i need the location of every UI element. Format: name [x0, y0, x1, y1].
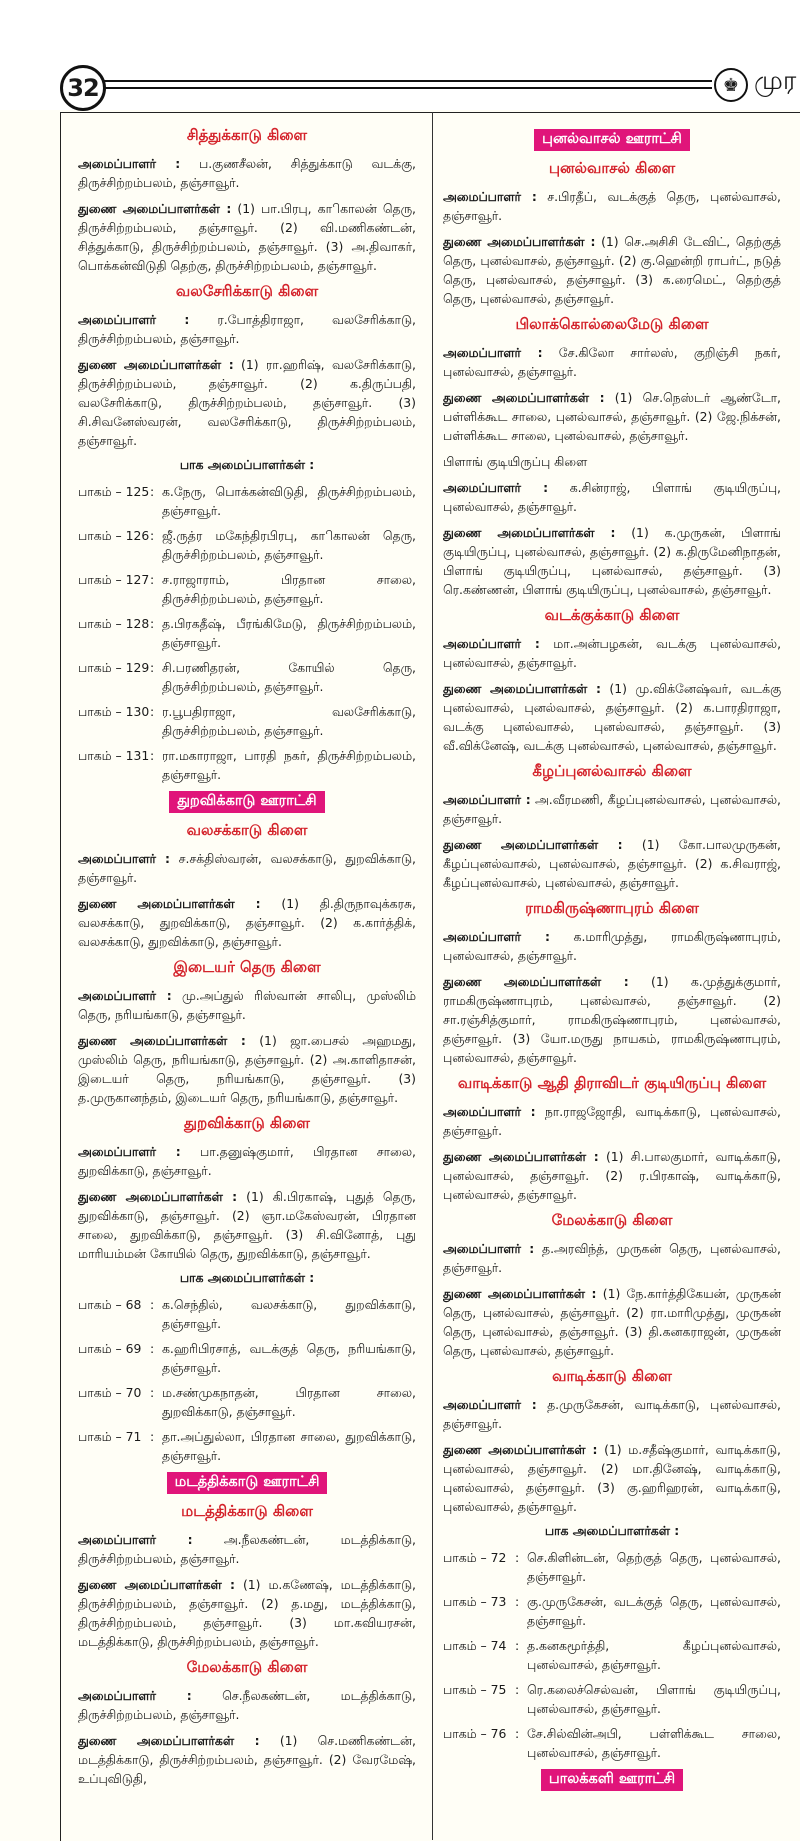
member-entry — [78, 1187, 416, 1263]
member-entry — [443, 232, 781, 308]
role-label: அமைப்பாளர் : — [443, 189, 537, 204]
booth-row — [78, 1295, 416, 1333]
role-label: அமைப்பாளர் : — [443, 345, 543, 360]
member-entry — [78, 1142, 416, 1180]
booth-row — [78, 1383, 416, 1421]
member-details: மு.அப்துல் ரிஸ்வான் சாலிபு, முஸ்லிம் தெரு, நரியங்காடு, தஞ்சாவூர். — [78, 988, 416, 1022]
member-entry — [443, 1147, 781, 1204]
member-details: (1) செ.மணிகண்டன், மடத்திக்காடு, திருச்சிற்றம்பலம், தஞ்சாவூர். (2) வேரமேஷ், உப்புவிடுதி, — [78, 1733, 416, 1786]
branch-heading: வலசக்காடு கிளை — [186, 821, 308, 839]
member-details: க.மாரிமுத்து, ராமகிருஷ்ணாபுரம், புனல்வாசல், தஞ்சாவூர். — [443, 929, 781, 963]
member-entry — [443, 790, 781, 828]
branch-heading: துறவிக்காடு கிளை — [184, 1114, 310, 1132]
role-label: அமைப்பாளர் : — [78, 312, 190, 327]
publication-name: முர — [754, 66, 797, 96]
member-details: ப.குணசீலன், சித்துக்காடு வடக்கு, திருச்சிற்றம்பலம், தஞ்சாவூர். — [78, 156, 416, 190]
role-label: துணை அமைப்பாளர்கள் : — [443, 974, 629, 989]
booth-row — [78, 570, 416, 608]
left-column — [78, 126, 416, 1836]
booth-row — [78, 1339, 416, 1377]
member-details: (1) மு.விக்னேஷ்வர், வடக்கு புனல்வாசல், புனல்வாசல், தஞ்சாவூர். (2) க.பாரதிராஜா, வடக்கு புனல்வாசல், புனல்வாசல், தஞ்சாவூர். (3) வீ.விக்னேஷ், வடக்கு புனல்வாசல், புனல்வாசல், தஞ்சாவூர். — [443, 681, 781, 753]
branch-heading: வலசேரிக்காடு கிளை — [175, 282, 319, 300]
role-label: அமைப்பாளர் : — [443, 480, 549, 495]
panchayat-banner-label: பாலக்களி ஊராட்சி — [541, 1769, 683, 1791]
role-label: அமைப்பாளர் : — [78, 851, 170, 866]
booth-separator: : — [515, 1550, 520, 1565]
booth-organizer: சி.பரணிதரன், கோயில் தெரு, திருச்சிற்றம்பலம், தஞ்சாவூர். — [162, 660, 416, 694]
member-details: சே.கிலோ சார்லஸ், குறிஞ்சி நகர், புனல்வாசல், தஞ்சாவூர். — [443, 345, 781, 379]
booth-separator: : — [515, 1726, 520, 1741]
branch-heading: மேலக்காடு கிளை — [186, 1658, 308, 1676]
role-label: அமைப்பாளர் : — [78, 1144, 181, 1159]
role-label: துணை அமைப்பாளர்கள் : — [443, 681, 601, 696]
role-label: அமைப்பாளர் : — [443, 1397, 537, 1412]
booth-organizer: ர.பூபதிராஜா, வலசேரிக்காடு, திருச்சிற்றம்பலம், தஞ்சாவூர். — [162, 704, 416, 738]
role-label: துணை அமைப்பாளர்கள் : — [78, 896, 261, 911]
member-details: (1) தி.திருநாவுக்கரசு, வலசக்காடு, துறவிக்காடு, தஞ்சாவூர். (2) க.கார்த்திக், வலசக்காடு, துறவிக்காடு, தஞ்சாவூர். — [78, 896, 416, 949]
booth-separator: : — [150, 528, 155, 543]
booth-number: பாகம் – 70 — [78, 1385, 142, 1400]
member-entry — [443, 1284, 781, 1360]
branch-heading: பிலாக்கொல்லைமேடு கிளை — [515, 315, 709, 333]
role-label: துணை அமைப்பாளர்கள் : — [78, 201, 232, 216]
member-details: ர.போத்திராஜா, வலசேரிக்காடு, திருச்சிற்றம்பலம், தஞ்சாவூர். — [78, 312, 416, 346]
member-entry — [78, 986, 416, 1024]
member-entry — [443, 1102, 781, 1140]
booth-separator: : — [150, 616, 155, 631]
booth-separator: : — [515, 1594, 520, 1609]
member-details: த.முருகேசன், வாடிக்காடு, புனல்வாசல், தஞ்சாவூர். — [443, 1397, 781, 1431]
member-entry — [443, 523, 781, 599]
member-details: (1) செ.அசிசி டேவிட், தெற்குத் தெரு, புனல்வாசல், தஞ்சாவூர். (2) கு.ஹென்றி ராபர்ட், நடுத் தெரு, புனல்வாசல், தஞ்சாவூர். (3) க.ரைமெட், தெற்குத் தெரு, புனல்வாசல், தஞ்சாவூர். — [443, 234, 781, 306]
role-label: துணை அமைப்பாளர்கள் : — [443, 837, 623, 852]
member-entry — [78, 154, 416, 192]
booth-organizer: தா.அப்துல்லா, பிரதான சாலை, துறவிக்காடு, தஞ்சாவூர். — [162, 1429, 416, 1463]
member-details: (1) ஜா.பைசல் அஹமது, முஸ்லிம் தெரு, நரியங்காடு, தஞ்சாவூர். (2) அ.காளிதாசன், இடையர் தெரு, நரியங்காடு, தஞ்சாவூர். (3) த.முருகானந்தம், இடையர் தெரு, நரியங்காடு, தஞ்சாவூர். — [78, 1033, 416, 1105]
booth-separator: : — [150, 484, 155, 499]
booth-number: பாகம் – 128 — [78, 616, 150, 631]
booth-separator: : — [150, 1385, 155, 1400]
booth-number: பாகம் – 127 — [78, 572, 150, 587]
member-entry — [443, 343, 781, 381]
role-label: துணை அமைப்பாளர்கள் : — [78, 1733, 260, 1748]
member-entry — [78, 1731, 416, 1788]
booth-row — [78, 526, 416, 564]
member-entry — [443, 1440, 781, 1516]
booth-number: பாகம் – 125 — [78, 484, 150, 499]
role-label: துணை அமைப்பாளர்கள் : — [78, 1033, 246, 1048]
booth-organizer: க.செந்தில், வலசக்காடு, துறவிக்காடு, தஞ்சாவூர். — [162, 1297, 416, 1331]
member-entry — [443, 1239, 781, 1277]
booth-organizer: கு.முருகேசன், வடக்குத் தெரு, புனல்வாசல், தஞ்சாவூர். — [527, 1594, 781, 1628]
member-details: ச.பிரதீப், வடக்குத் தெரு, புனல்வாசல், தஞ்சாவூர். — [443, 189, 781, 223]
branch-heading: கீழப்புனல்வாசல் கிளை — [532, 762, 692, 780]
member-entry — [78, 894, 416, 951]
booth-organizer: ஜீ.ருத்ர மகேந்திரபிரபு, காிகாலன் தெரு, திருச்சிற்றம்பலம், தஞ்சாவூர். — [162, 528, 416, 562]
booth-separator: : — [150, 1297, 155, 1312]
booth-row — [443, 1636, 781, 1674]
booth-row — [443, 1724, 781, 1762]
member-entry — [78, 310, 416, 348]
booth-separator: : — [150, 704, 155, 719]
booth-number: பாகம் – 71 — [78, 1429, 142, 1444]
panchayat-banner-label: மடத்திக்காடு ஊராட்சி — [167, 1472, 328, 1494]
member-entry — [78, 1575, 416, 1651]
member-details: க.சின்ராஜ், பிளாங் குடியிருப்பு, புனல்வாசல், தஞ்சாவூர். — [443, 480, 781, 514]
booth-number: பாகம் – 131 — [78, 748, 150, 763]
member-entry — [443, 927, 781, 965]
booth-row — [78, 482, 416, 520]
role-label: துணை அமைப்பாளர்கள் : — [78, 357, 234, 372]
booth-separator: : — [150, 1341, 155, 1356]
member-details: (1) செ.நெஸ்டர் ஆண்டோ, பள்ளிக்கூட சாலை, புனல்வாசல், தஞ்சாவூர். (2) ஜே.நிக்சன், பள்ளிக்கூட சாலை, புனல்வாசல், தஞ்சாவூர். — [443, 390, 781, 443]
member-details: (1) ம.சதீஷ்குமார், வாடிக்காடு, புனல்வாசல், தஞ்சாவூர். (2) மா.தினேஷ், வாடிக்காடு, புனல்வாசல், தஞ்சாவூர். (3) கு.ஹரிஹரன், வாடிக்காடு, புனல்வாசல், தஞ்சாவூர். — [443, 1442, 781, 1514]
booth-number: பாகம் – 126 — [78, 528, 150, 543]
panchayat-banner-label: புனல்வாசல் ஊராட்சி — [534, 129, 690, 151]
branch-heading: மடத்திக்காடு கிளை — [181, 1502, 313, 1520]
member-entry — [443, 187, 781, 225]
member-entry — [78, 1530, 416, 1568]
member-details: (1) ம.கணேஷ், மடத்திக்காடு, திருச்சிற்றம்பலம், தஞ்சாவூர். (2) த.மது, மடத்திக்காடு, திருச்சிற்றம்பலம், தஞ்சாவூர். (3) மா.கவியரசன், மடத்திக்காடு, திருச்சிற்றம்பலம், தஞ்சாவூர். — [78, 1577, 416, 1649]
booth-number: பாகம் – 68 — [78, 1297, 142, 1312]
member-entry — [78, 355, 416, 450]
booth-organizer: ச.ராஜாராம், பிரதான சாலை, திருச்சிற்றம்பலம், தஞ்சாவூர். — [162, 572, 416, 606]
member-details: நா.ராஜஜோதி, வாடிக்காடு, புனல்வாசல், தஞ்சாவூர். — [443, 1104, 781, 1138]
booth-organizer: ம.சண்முகநாதன், பிரதான சாலை, துறவிக்காடு, தஞ்சாவூர். — [162, 1385, 416, 1419]
section-heading: பாக அமைப்பாளர்கள் : — [544, 1523, 680, 1538]
member-entry — [78, 849, 416, 887]
member-details: ச.சக்திஸ்வரன், வலசக்காடு, துறவிக்காடு, தஞ்சாவூர். — [78, 851, 416, 885]
member-entry — [443, 478, 781, 516]
column-divider — [432, 112, 433, 1840]
booth-separator: : — [515, 1638, 520, 1653]
role-label: அமைப்பாளர் : — [78, 156, 181, 171]
member-details: செ.நீலகண்டன், மடத்திக்காடு, திருச்சிற்றம்பலம், தஞ்சாவூர். — [78, 1688, 416, 1722]
member-entry — [443, 679, 781, 755]
booth-organizer: ரெ.கலைச்செல்வன், பிளாங் குடியிருப்பு, புனல்வாசல், தஞ்சாவூர். — [527, 1682, 781, 1716]
booth-row — [443, 1592, 781, 1630]
role-label: துணை அமைப்பாளர்கள் : — [443, 1442, 598, 1457]
member-details: பா.தனுஷ்குமார், பிரதான சாலை, துறவிக்காடு, தஞ்சாவூர். — [78, 1144, 416, 1178]
member-details: (1) நே.கார்த்திகேயன், முருகன் தெரு, புனல்வாசல், தஞ்சாவூர். (2) ரா.மாரிமுத்து, முருகன் தெரு, புனல்வாசல், தஞ்சாவூர். (3) தி.கனகராஜன், முருகன் தெரு, புனல்வாசல், தஞ்சாவூர். — [443, 1286, 781, 1358]
member-entry — [78, 1686, 416, 1724]
member-entry — [78, 1031, 416, 1107]
member-details: (1) கி.பிரகாஷ், புதுத் தெரு, துறவிக்காடு, தஞ்சாவூர். (2) ஞா.மகேஸ்வரன், பிரதான சாலை, துறவிக்காடு, தஞ்சாவூர். (3) சி.வினோத், புது மாரியம்மன் கோயில் தெரு, துறவிக்காடு, தஞ்சாவூர். — [78, 1189, 416, 1261]
role-label: துணை அமைப்பாளர்கள் : — [443, 525, 616, 540]
panchayat-banner — [78, 1471, 416, 1494]
member-entry — [443, 835, 781, 892]
role-label: அமைப்பாளர் : — [443, 1241, 535, 1256]
booth-number: பாகம் – 69 — [78, 1341, 142, 1356]
role-label: துணை அமைப்பாளர்கள் : — [443, 390, 605, 405]
booth-separator: : — [150, 1429, 155, 1444]
branch-heading: வாடிக்காடு கிளை — [552, 1367, 672, 1385]
booth-separator: : — [515, 1682, 520, 1697]
branch-heading: புனல்வாசல் கிளை — [548, 159, 676, 177]
role-label: அமைப்பாளர் : — [443, 792, 531, 807]
header-rule-bottom — [100, 87, 712, 89]
section-heading: பாக அமைப்பாளர்கள் : — [179, 1270, 315, 1285]
booth-number: பாகம் – 129 — [78, 660, 150, 675]
role-label: அமைப்பாளர் : — [78, 988, 172, 1003]
booth-row — [78, 614, 416, 652]
booth-number: பாகம் – 72 — [443, 1550, 507, 1565]
branch-heading: வாடிக்காடு ஆதி திராவிடர் குடியிருப்பு கிளை — [457, 1074, 767, 1092]
booth-row — [78, 746, 416, 784]
role-label: அமைப்பாளர் : — [443, 636, 540, 651]
member-details: (1) கோ.பாலமுருகன், கீழப்புனல்வாசல், புனல்வாசல், தஞ்சாவூர். (2) க.சிவராஜ், கீழப்புனல்வாசல், புனல்வாசல், தஞ்சாவூர். — [443, 837, 781, 890]
member-details: த.அரவிந்த், முருகன் தெரு, புனல்வாசல், தஞ்சாவூர். — [443, 1241, 781, 1275]
member-details: மா.அன்பழகன், வடக்கு புனல்வாசல், புனல்வாசல், தஞ்சாவூர். — [443, 636, 781, 670]
role-label: அமைப்பாளர் : — [78, 1532, 193, 1547]
booth-row — [78, 1427, 416, 1465]
role-label: துணை அமைப்பாளர்கள் : — [443, 234, 596, 249]
branch-heading: வடக்குக்காடு கிளை — [544, 606, 680, 624]
booth-organizer: சே.சில்வின்அபி, பள்ளிக்கூட சாலை, புனல்வாசல், தஞ்சாவூர். — [527, 1726, 781, 1760]
party-emblem-icon: ♚ — [714, 68, 748, 102]
panchayat-banner — [443, 128, 781, 151]
booth-organizer: க.நேரு, பொக்கன்விடுதி, திருச்சிற்றம்பலம், தஞ்சாவூர். — [162, 484, 416, 518]
member-entry — [78, 199, 416, 275]
booth-separator: : — [150, 572, 155, 587]
panchayat-banner-label: துறவிக்காடு ஊராட்சி — [169, 791, 324, 813]
member-details: (1) பா.பிரபு, காிகாலன் தெரு, திருச்சிற்றம்பலம், தஞ்சாவூர். (2) வி.மணிகண்டன், சித்துக்காடு, திருச்சிற்றம்பலம், தஞ்சாவூர். (3) அ.திவாகர், பொக்கன்விடுதி தெற்கு, திருச்சிற்றம்பலம், தஞ்சாவூர். — [78, 201, 416, 273]
booth-organizer: ரா.மகாராஜா, பாரதி நகர், திருச்சிற்றம்பலம், தஞ்சாவூர். — [162, 748, 416, 782]
member-entry — [443, 972, 781, 1067]
role-label: அமைப்பாளர் : — [78, 1688, 192, 1703]
booth-row — [78, 702, 416, 740]
booth-organizer: த.கனகமூர்த்தி, கீழப்புனல்வாசல், புனல்வாசல், தஞ்சாவூர். — [527, 1638, 781, 1672]
member-details: அ.நீலகண்டன், மடத்திக்காடு, திருச்சிற்றம்பலம், தஞ்சாவூர். — [78, 1532, 416, 1566]
role-label: துணை அமைப்பாளர்கள் : — [443, 1149, 599, 1164]
booth-number: பாகம் – 74 — [443, 1638, 507, 1653]
booth-row — [443, 1548, 781, 1586]
member-details: (1) க.முத்துக்குமார், ராமகிருஷ்ணாபுரம், புனல்வாசல், தஞ்சாவூர். (2) சா.ரஞ்சித்குமார், ராமகிருஷ்ணாபுரம், புனல்வாசல், தஞ்சாவூர். (3) யோ.மருது நாயகம், ராமகிருஷ்ணாபுரம், புனல்வாசல், தஞ்சாவூர். — [443, 974, 781, 1065]
member-details: (1) க.முருகன், பிளாங் குடியிருப்பு, புனல்வாசல், தஞ்சாவூர். (2) க.திருமேனிநாதன், பிளாங் குடியிருப்பு, புனல்வாசல், தஞ்சாவூர். (3) ரெ.கண்ணன், பிளாங் குடியிருப்பு, புனல்வாசல், தஞ்சாவூர். — [443, 525, 781, 597]
branch-heading: மேலக்காடு கிளை — [551, 1211, 673, 1229]
booth-organizer: செ.கிளின்டன், தெற்குத் தெரு, புனல்வாசல், தஞ்சாவூர். — [527, 1550, 781, 1584]
member-details: (1) சி.பாலகுமார், வாடிக்காடு, புனல்வாசல், தஞ்சாவூர். (2) ர.பிரகாஷ், வாடிக்காடு, புனல்வாசல், தஞ்சாவூர். — [443, 1149, 781, 1202]
branch-heading: இடையர் தெரு கிளை — [173, 958, 321, 976]
page-number: 32 — [60, 65, 106, 111]
branch-subheading: பிளாங் குடியிருப்பு கிளை — [443, 454, 588, 469]
branch-heading: சித்துக்காடு கிளை — [186, 126, 308, 144]
booth-row — [443, 1680, 781, 1718]
booth-number: பாகம் – 130 — [78, 704, 150, 719]
booth-separator: : — [150, 748, 155, 763]
booth-separator: : — [150, 660, 155, 675]
role-label: அமைப்பாளர் : — [443, 929, 550, 944]
member-details: அ.வீரமணி, கீழப்புனல்வாசல், புனல்வாசல், தஞ்சாவூர். — [443, 792, 781, 826]
booth-number: பாகம் – 73 — [443, 1594, 507, 1609]
booth-organizer: க.ஹரிபிரசாத், வடக்குத் தெரு, நரியங்காடு, தஞ்சாவூர். — [162, 1341, 416, 1375]
page-header — [0, 0, 800, 110]
member-entry — [443, 1395, 781, 1433]
branch-heading: ராமகிருஷ்ணாபுரம் கிளை — [525, 899, 699, 917]
panchayat-banner — [443, 1768, 781, 1791]
booth-organizer: த.பிரகதீஷ், பீரங்கிமேடு, திருச்சிற்றம்பலம், தஞ்சாவூர். — [162, 616, 416, 650]
role-label: துணை அமைப்பாளர்கள் : — [443, 1286, 597, 1301]
member-entry — [443, 634, 781, 672]
role-label: அமைப்பாளர் : — [443, 1104, 536, 1119]
booth-number: பாகம் – 75 — [443, 1682, 507, 1697]
member-details: (1) ரா.ஹரிஷ், வலசேரிக்காடு, திருச்சிற்றம்பலம், தஞ்சாவூர். (2) க.திருப்பதி, வலசேரிக்காடு, திருச்சிற்றம்பலம், தஞ்சாவூர். (3) சி.சிவனேஸ்வரன், வலசேரிக்காடு, திருச்சிற்றம்பலம், தஞ்சாவூர். — [78, 357, 416, 448]
booth-row — [78, 658, 416, 696]
member-entry — [443, 388, 781, 445]
panchayat-banner — [78, 790, 416, 813]
header-rule-top — [100, 80, 712, 82]
section-heading: பாக அமைப்பாளர்கள் : — [179, 457, 315, 472]
right-column — [443, 126, 781, 1836]
role-label: துணை அமைப்பாளர்கள் : — [78, 1189, 238, 1204]
booth-number: பாகம் – 76 — [443, 1726, 507, 1741]
role-label: துணை அமைப்பாளர்கள் : — [78, 1577, 235, 1592]
